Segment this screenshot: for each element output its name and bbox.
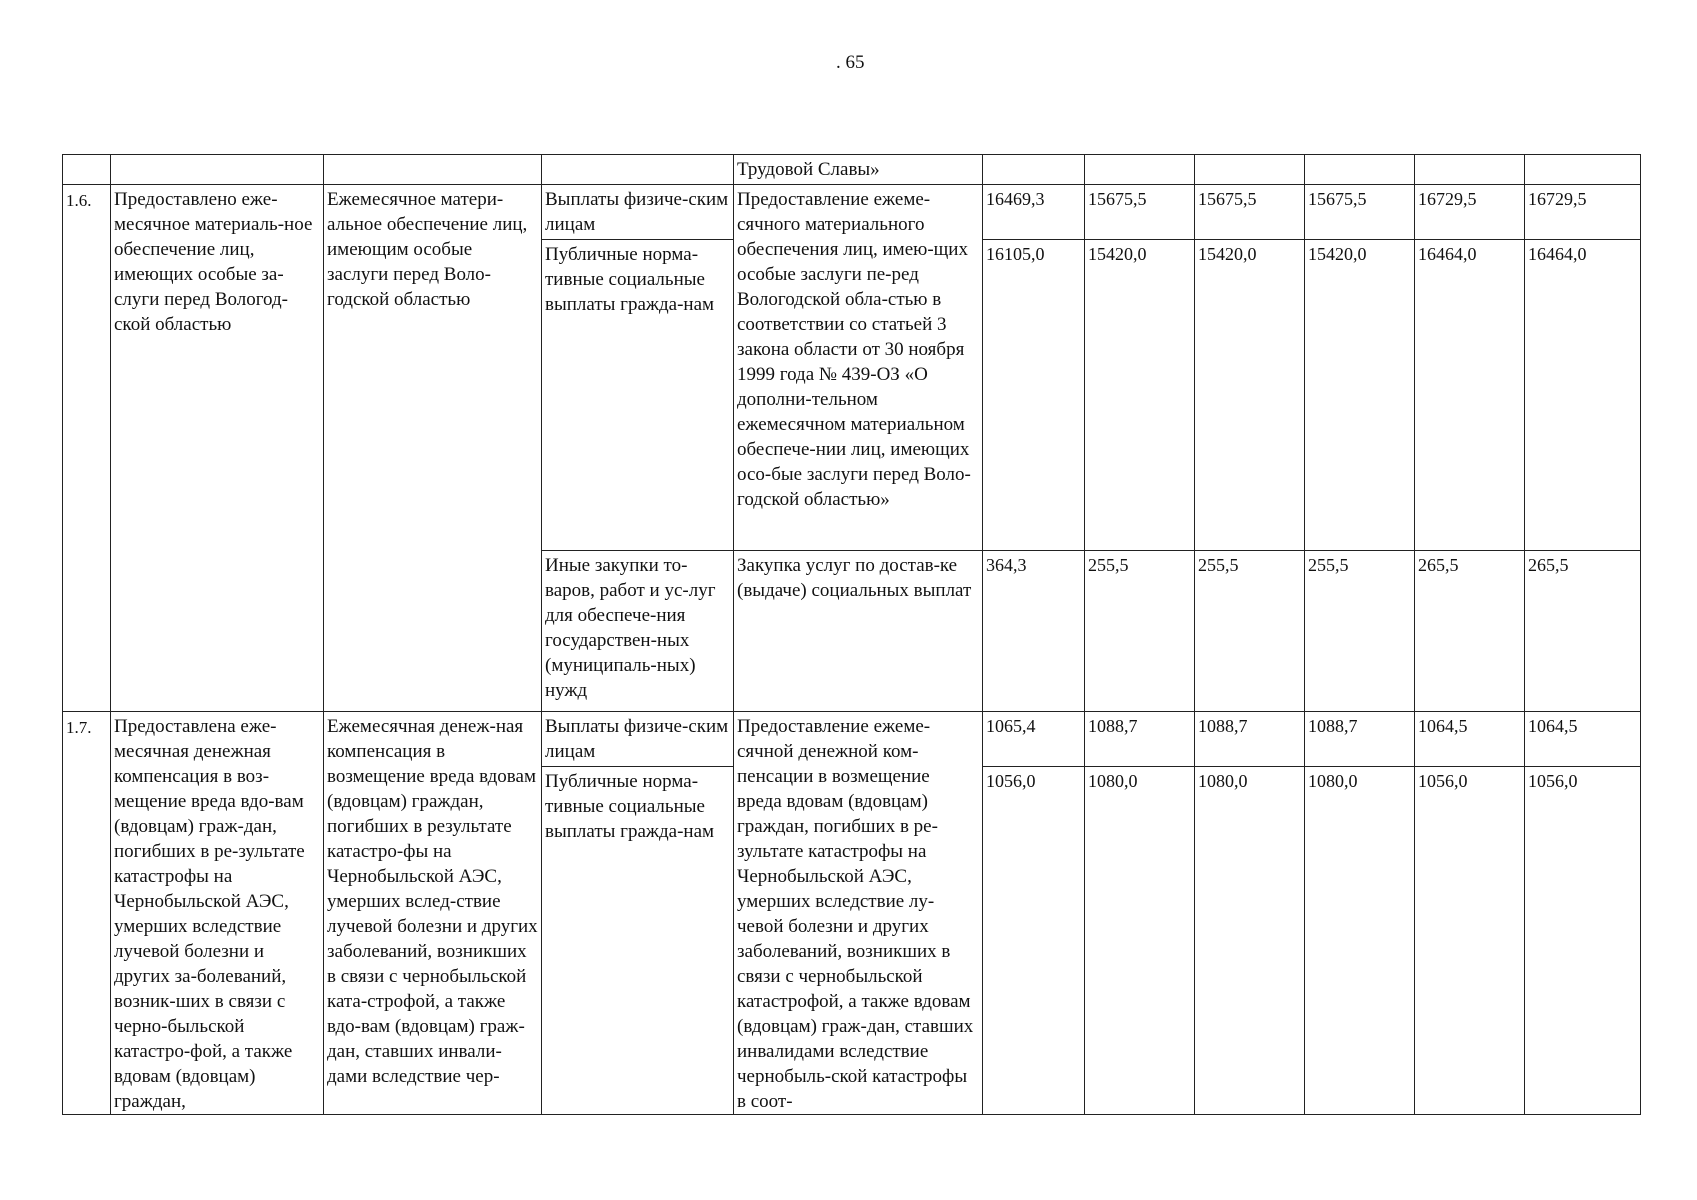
value-cell: 1064,5 xyxy=(1525,712,1641,767)
value-cell: 15420,0 xyxy=(1085,240,1195,551)
value-cell: 16729,5 xyxy=(1415,185,1525,240)
value-cell: 265,5 xyxy=(1525,551,1641,712)
value-cell: 1064,5 xyxy=(1415,712,1525,767)
row-number: 1.6. xyxy=(63,185,111,712)
result-cell: Предоставлено еже-месячное материаль-ное обеспечение лиц, имеющих особые за-слуги перед Вологод-ской областью xyxy=(111,185,324,712)
value-cell: 15420,0 xyxy=(1195,240,1305,551)
value-cell: 1088,7 xyxy=(1305,712,1415,767)
value-cell: 16469,3 xyxy=(983,185,1085,240)
continuation-text: Трудовой Славы» xyxy=(734,155,983,185)
value-cell: 364,3 xyxy=(983,551,1085,712)
value-cell: 1056,0 xyxy=(1525,767,1641,1115)
page-number: . 65 xyxy=(836,52,865,73)
expense-type-cell: Иные закупки то-варов, работ и ус-луг для обеспече-ния государствен-ных (муниципаль-ных) нужд xyxy=(542,551,734,712)
direction-cell: Предоставление ежеме-сячного материального обеспечения лиц, имею-щих особые заслуги пе-ред Вологодской обла-стью в соответствии со статьей 3 закона области от 30 ноября 1999 года № 439-ОЗ «О дополни-тельном ежемесячном материальном обеспече-нии лиц, имеющих осо-бые заслуги перед Воло-годской областью» xyxy=(734,185,983,551)
value-cell: 1056,0 xyxy=(983,767,1085,1115)
row-number: 1.7. xyxy=(63,712,111,1115)
value-cell: 1080,0 xyxy=(1085,767,1195,1115)
value-cell: 265,5 xyxy=(1415,551,1525,712)
direction-cell: Закупка услуг по достав-ке (выдаче) социальных выплат xyxy=(734,551,983,712)
value-cell: 1065,4 xyxy=(983,712,1085,767)
value-cell: 255,5 xyxy=(1195,551,1305,712)
value-cell: 16729,5 xyxy=(1525,185,1641,240)
table-row xyxy=(63,712,1641,767)
measure-cell: Ежемесячное матери-альное обеспечение лиц, имеющим особые заслуги перед Воло-годской областью xyxy=(324,185,542,712)
value-cell: 16464,0 xyxy=(1415,240,1525,551)
direction-cell: Предоставление ежеме-сячной денежной ком-пенсации в возмещение вреда вдовам (вдовцам) граждан, погибших в ре-зультате катастрофы на Чернобыльской АЭС, умерших вследствие лу-чевой болезни и других заболеваний, возникших в связи с чернобыльской катастрофой, а также вдовам (вдовцам) граж-дан, ставших инвалидами вследствие чернобыль-ской катастрофы в соот- xyxy=(734,712,983,1115)
measure-cell: Ежемесячная денеж-ная компенсация в возмещение вреда вдовам (вдовцам) граждан, погибших в результате катастро-фы на Чернобыльской АЭС, умерших вслед-ствие лучевой болезни и других заболеваний, возникших в связи с чернобыльской ката-строфой, а также вдо-вам (вдовцам) граж-дан, ставших инвали-дами вследствие чер- xyxy=(324,712,542,1115)
value-cell: 1080,0 xyxy=(1195,767,1305,1115)
table-row xyxy=(63,185,1641,240)
result-cell: Предоставлена еже-месячная денежная компенсация в воз-мещение вреда вдо-вам (вдовцам) граж-дан, погибших в ре-зультате катастрофы на Чернобыльской АЭС, умерших вследствие лучевой болезни и других за-болеваний, возник-ших в связи с черно-быльской катастро-фой, а также вдовам (вдовцам) граждан, xyxy=(111,712,324,1115)
value-cell: 255,5 xyxy=(1085,551,1195,712)
value-cell: 15675,5 xyxy=(1195,185,1305,240)
value-cell: 15420,0 xyxy=(1305,240,1415,551)
value-cell: 1088,7 xyxy=(1085,712,1195,767)
continuation-row xyxy=(63,155,1641,185)
value-cell: 15675,5 xyxy=(1085,185,1195,240)
budget-table xyxy=(62,154,1641,1115)
value-cell: 1088,7 xyxy=(1195,712,1305,767)
expense-type-cell: Публичные норма-тивные социальные выплаты гражда-нам xyxy=(542,767,734,1115)
value-cell: 1080,0 xyxy=(1305,767,1415,1115)
value-cell: 15675,5 xyxy=(1305,185,1415,240)
expense-type-cell: Выплаты физиче-ским лицам xyxy=(542,185,734,240)
value-cell: 1056,0 xyxy=(1415,767,1525,1115)
value-cell: 16105,0 xyxy=(983,240,1085,551)
value-cell: 16464,0 xyxy=(1525,240,1641,551)
value-cell: 255,5 xyxy=(1305,551,1415,712)
expense-type-cell: Выплаты физиче-ским лицам xyxy=(542,712,734,767)
expense-type-cell: Публичные норма-тивные социальные выплаты гражда-нам xyxy=(542,240,734,551)
